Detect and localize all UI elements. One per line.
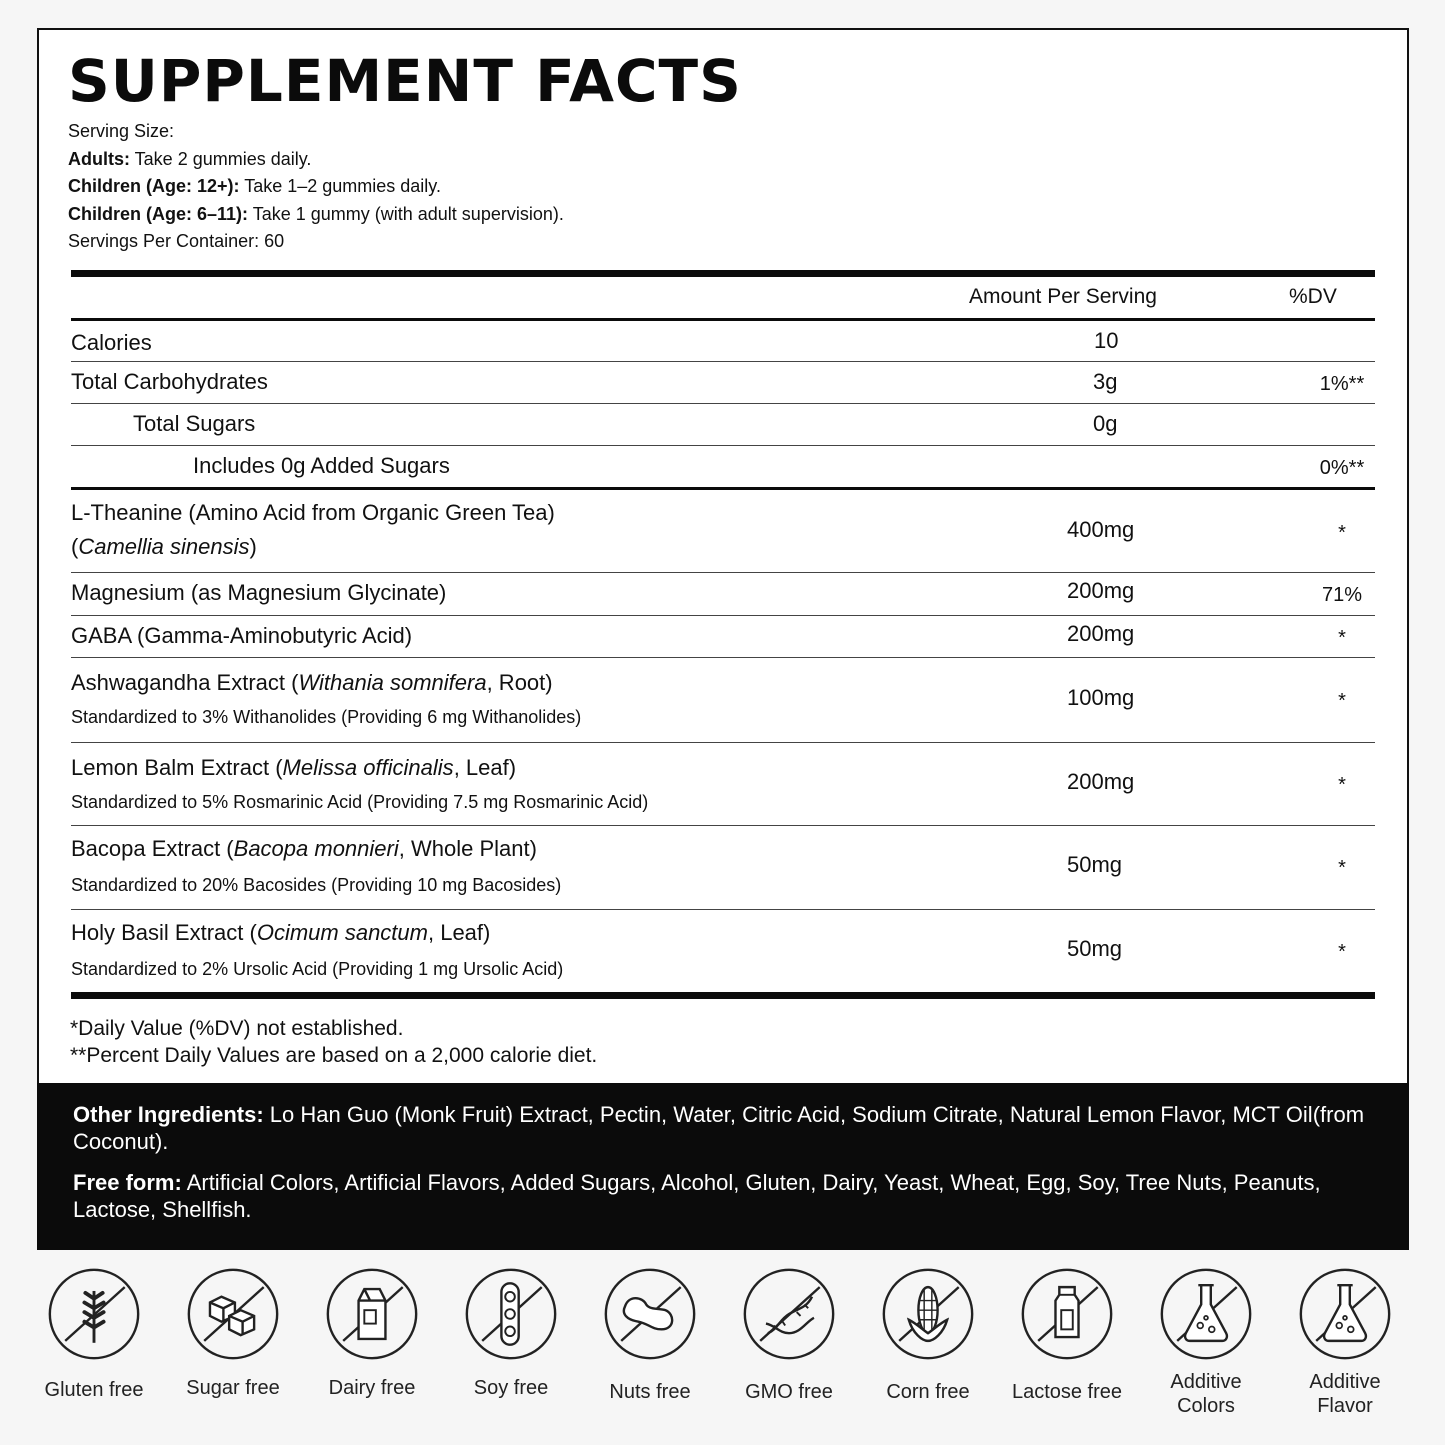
table-row: Lemon Balm Extract (Melissa officinalis, Leaf) Standardized to 5% Rosmarinic Acid (Providing 7.5 mg Rosmarinic Acid) 200mg * — [71, 751, 1375, 827]
peanut-icon — [602, 1266, 698, 1362]
badge-dairy-free: Dairy free — [302, 1266, 442, 1400]
ingredient-name: L-Theanine (Amino Acid from Organic Green Tea) — [71, 500, 555, 525]
serving-children-12: Children (Age: 12+): Take 1–2 gummies daily. — [68, 176, 441, 196]
row-divider — [71, 615, 1375, 616]
ingredient-name-line2: (Camellia sinensis) — [71, 534, 257, 559]
sugar-cubes-icon — [185, 1266, 281, 1362]
wheat-icon — [46, 1266, 142, 1362]
row-divider — [71, 909, 1375, 910]
other-ingredients-panel — [37, 1083, 1409, 1250]
divider-header — [71, 318, 1375, 321]
serving-children-6: Children (Age: 6–11): Take 1 gummy (with adult supervision). — [68, 203, 564, 224]
table-row: L-Theanine (Amino Acid from Organic Green Tea) (Camellia sinensis) 400mg * — [71, 496, 1375, 572]
ingredient-standardization: Standardized to 20% Bacosides (Providing 10 mg Bacosides) — [71, 875, 562, 895]
table-row: Calories 10 — [71, 328, 1119, 355]
badge-gluten-free: Gluten free — [24, 1266, 164, 1402]
badge-corn-free: Corn free — [858, 1266, 998, 1404]
divider-thick — [71, 992, 1375, 999]
badge-additive-flavor: Additive Flavor — [1275, 1266, 1415, 1418]
badge-lactose-free: Lactose free — [997, 1266, 1137, 1404]
footnote-calorie: **Percent Daily Values are based on a 2,000 calorie diet. — [70, 1044, 598, 1067]
ingredient-name: Lemon Balm Extract (Melissa officinalis, Leaf) — [71, 755, 517, 780]
footnote-dv: *Daily Value (%DV) not established. — [70, 1017, 404, 1040]
row-divider — [71, 825, 1375, 826]
milk-carton-icon — [324, 1266, 420, 1362]
bottle-icon — [1019, 1266, 1115, 1362]
table-row: Magnesium (as Magnesium Glycinate) 200mg 71% — [71, 578, 1363, 606]
table-row: Ashwagandha Extract (Withania somnifera, Root) Standardized to 3% Withanolides (Providing 6 mg Withanolides) 100mg * — [71, 666, 1375, 742]
row-divider — [71, 445, 1375, 446]
ingredient-standardization: Standardized to 2% Ursolic Acid (Providing 1 mg Ursolic Acid) — [71, 959, 564, 979]
divider-section — [71, 487, 1375, 490]
column-header-amount: Amount Per Serving — [969, 285, 1157, 308]
badge-sugar-free: Sugar free — [163, 1266, 303, 1400]
ingredient-standardization: Standardized to 5% Rosmarinic Acid (Providing 7.5 mg Rosmarinic Acid) — [71, 792, 649, 812]
badge-gmo-free: GMO free — [719, 1266, 859, 1404]
badge-nuts-free: Nuts free — [580, 1266, 720, 1404]
ingredient-standardization: Standardized to 3% Withanolides (Providing 6 mg Withanolides) — [71, 707, 582, 727]
table-row: Total Sugars 0g — [133, 411, 1118, 436]
table-row: Includes 0g Added Sugars 0%** — [193, 453, 1365, 479]
servings-per-container: Servings Per Container: 60 — [68, 231, 285, 251]
serving-info — [68, 118, 564, 256]
divider-thick — [71, 270, 1375, 277]
table-row: Holy Basil Extract (Ocimum sanctum, Leaf) Standardized to 2% Ursolic Acid (Providing 1 mg Ursolic Acid) 50mg * — [71, 916, 1375, 992]
column-header-dv: %DV — [1289, 285, 1337, 308]
serving-size: Serving Size: — [68, 121, 175, 141]
badge-additive-colors: Additive Colors — [1136, 1266, 1276, 1418]
flask-icon — [1158, 1266, 1254, 1362]
footnotes — [70, 1015, 597, 1069]
row-divider — [71, 403, 1375, 404]
row-divider — [71, 572, 1375, 573]
flask-icon — [1297, 1266, 1393, 1362]
row-divider — [71, 742, 1375, 743]
row-divider — [71, 657, 1375, 658]
table-row: Bacopa Extract (Bacopa monnieri, Whole Plant) Standardized to 20% Bacosides (Providing 10 mg Bacosides) 50mg * — [71, 832, 1375, 908]
serving-adults: Adults: Take 2 gummies daily. — [68, 148, 312, 169]
ingredient-name: Bacopa Extract (Bacopa monnieri, Whole Plant) — [71, 836, 537, 861]
supplement-facts-panel — [37, 28, 1409, 1250]
ingredient-name: Ashwagandha Extract (Withania somnifera, Root) — [71, 670, 553, 695]
dna-icon — [741, 1266, 837, 1362]
table-row: GABA (Gamma-Aminobutyric Acid) 200mg * — [71, 621, 1346, 649]
table-row: Total Carbohydrates 3g 1%** — [71, 369, 1365, 395]
other-ingredients: Other Ingredients: Lo Han Guo (Monk Fruit) Extract, Pectin, Water, Citric Acid, Sodium Citrate, Natural Lemon Flavor, MCT Oil(from Coconut). — [73, 1102, 1365, 1154]
badge-soy-free: Soy free — [441, 1266, 581, 1400]
free-form: Free form: Artificial Colors, Artificial Flavors, Added Sugars, Alcohol, Gluten, Dairy, Yeast, Wheat, Egg, Soy, Tree Nuts, Peanuts, Lactose, Shellfish. — [73, 1170, 1321, 1222]
ingredient-name: Holy Basil Extract (Ocimum sanctum, Leaf) — [71, 920, 491, 945]
soybean-icon — [463, 1266, 559, 1362]
page-title: SUPPLEMENT FACTS — [68, 47, 742, 115]
row-divider — [71, 361, 1375, 362]
corn-icon — [880, 1266, 976, 1362]
